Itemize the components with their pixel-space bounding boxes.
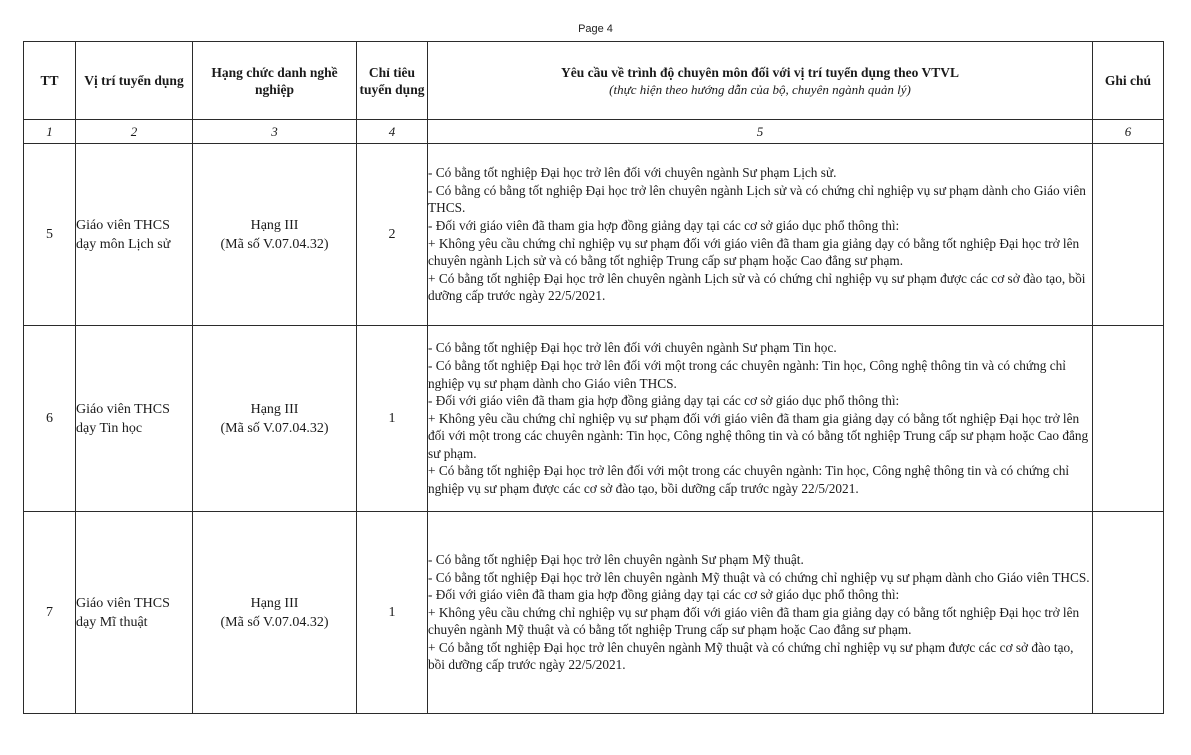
header-requirement-title: Yêu cầu về trình độ chuyên môn đối với vị trí tuyển dụng theo VTVL [560, 64, 960, 80]
column-number: 4 [357, 120, 428, 144]
rank-cell [193, 512, 357, 714]
column-number: 3 [193, 120, 357, 144]
quota-cell: 1 [357, 512, 428, 714]
requirement-line: - Có bằng có bằng tốt nghiệp Đại học trở lên chuyên ngành Lịch sử và có chứng chỉ nghiệp vụ sư phạm dành cho Giáo viên THCS. [428, 182, 1086, 216]
requirement-line: - Có bằng tốt nghiệp Đại học trở lên đối với một trong các chuyên ngành: Tin học, Công nghệ thông tin và có chứng chỉ nghiệp vụ sư phạm dành cho Giáo viên THCS. [428, 357, 1066, 391]
row-number: 7 [24, 512, 76, 714]
requirement-line: + Có bằng tốt nghiệp Đại học trở lên đối với một trong các chuyên ngành: Tin học, Công nghệ thông tin và có chứng chỉ nghiệp vụ sư phạm được các cơ sở đào tạo, bồi dưỡng cấp trước ngày 22/5/2021. [428, 463, 1070, 497]
header-requirement [428, 42, 1093, 120]
requirement-line: + Không yêu cầu chứng chỉ nghiệp vụ sư phạm đối với giáo viên đã tham gia giảng dạy có bằng tốt nghiệp Đại học trở lên đối với một trong các chuyên ngành: Tin học, Công nghệ thông tin và có bằng tốt nghiệp Trung cấp sư phạm hoặc Cao đẳng sư phạm. [428, 410, 1089, 461]
requirement-line: - Có bằng tốt nghiệp Đại học trở lên đối với chuyên ngành Sư phạm Lịch sử. [428, 165, 837, 181]
requirement-line: - Đối với giáo viên đã tham gia hợp đồng giảng dạy tại các cơ sở giáo dục phổ thông thì: [428, 393, 900, 409]
requirement-line: + Có bằng tốt nghiệp Đại học trở lên chuyên ngành Lịch sử và có chứng chỉ nghiệp vụ sư phạm được các cơ sở đào tạo, bồi dưỡng cấp trước ngày 22/5/2021. [428, 270, 1086, 304]
rank-name: Hạng III [250, 401, 299, 417]
position-cell: Giáo viên THCS dạy Mĩ thuật [76, 512, 193, 714]
quota-cell: 1 [357, 326, 428, 512]
requirement-line: - Có bằng tốt nghiệp Đại học trở lên đối với chuyên ngành Sư phạm Tin học. [428, 340, 837, 356]
requirement-cell [428, 144, 1093, 326]
header-note: Ghi chú [1093, 42, 1164, 120]
rank-code: (Mã số V.07.04.32) [220, 236, 329, 252]
requirement-line: + Có bằng tốt nghiệp Đại học trở lên chuyên ngành Mỹ thuật và có chứng chỉ nghiệp vụ sư phạm được các cơ sở đào tạo, bồi dưỡng cấp trước ngày 22/5/2021. [428, 639, 1074, 673]
header-quota: Chỉ tiêu tuyển dụng [357, 42, 428, 120]
table-row [24, 326, 1164, 512]
column-number: 2 [76, 120, 193, 144]
rank-cell [193, 144, 357, 326]
rank-name: Hạng III [250, 217, 299, 233]
position-cell: Giáo viên THCS dạy Tin học [76, 326, 193, 512]
header-rank: Hạng chức danh nghề nghiệp [193, 42, 357, 120]
note-cell [1093, 144, 1164, 326]
requirement-line: + Không yêu cầu chứng chỉ nghiệp vụ sư phạm đối với giáo viên đã tham gia giảng dạy có bằng tốt nghiệp Đại học trở lên chuyên ngành Mỹ thuật và có bằng tốt nghiệp Trung cấp sư phạm hoặc Cao đẳng sư phạm. [428, 604, 1080, 638]
note-cell [1093, 512, 1164, 714]
column-number: 1 [24, 120, 76, 144]
requirement-line: + Không yêu cầu chứng chỉ nghiệp vụ sư phạm đối với giáo viên đã tham gia giảng dạy có bằng tốt nghiệp Đại học trở lên chuyên ngành Lịch sử và có bằng tốt nghiệp Trung cấp sư phạm hoặc Cao đẳng sư phạm. [428, 235, 1080, 269]
rank-code: (Mã số V.07.04.32) [220, 420, 329, 436]
requirement-line: - Có bằng tốt nghiệp Đại học trở lên chuyên ngành Sư phạm Mỹ thuật. [428, 551, 804, 567]
rank-code: (Mã số V.07.04.32) [220, 614, 329, 630]
requirement-line: - Có bằng tốt nghiệp Đại học trở lên chuyên ngành Mỹ thuật và có chứng chỉ nghiệp vụ sư phạm dành cho Giáo viên THCS. [428, 569, 1090, 585]
position-cell: Giáo viên THCS dạy môn Lịch sử [76, 144, 193, 326]
table-row [24, 144, 1164, 326]
column-number: 6 [1093, 120, 1164, 144]
note-cell [1093, 326, 1164, 512]
requirement-cell [428, 512, 1093, 714]
quota-cell: 2 [357, 144, 428, 326]
requirement-line: - Đối với giáo viên đã tham gia hợp đồng giảng dạy tại các cơ sở giáo dục phổ thông thì: [428, 587, 900, 603]
header-row [24, 42, 1164, 120]
recruitment-requirements-table [23, 41, 1164, 714]
page-number: Page 4 [578, 23, 613, 35]
table-row [24, 512, 1164, 714]
rank-cell [193, 326, 357, 512]
column-number-row [24, 120, 1164, 144]
requirement-line: - Đối với giáo viên đã tham gia hợp đồng giảng dạy tại các cơ sở giáo dục phổ thông thì: [428, 217, 900, 233]
header-position: Vị trí tuyển dụng [76, 42, 193, 120]
header-requirement-subtitle: (thực hiện theo hướng dẫn của bộ, chuyên ngành quản lý) [609, 81, 911, 97]
row-number: 5 [24, 144, 76, 326]
rank-name: Hạng III [250, 595, 299, 611]
column-number: 5 [428, 120, 1093, 144]
requirement-cell [428, 326, 1093, 512]
header-tt: TT [24, 42, 76, 120]
row-number: 6 [24, 326, 76, 512]
